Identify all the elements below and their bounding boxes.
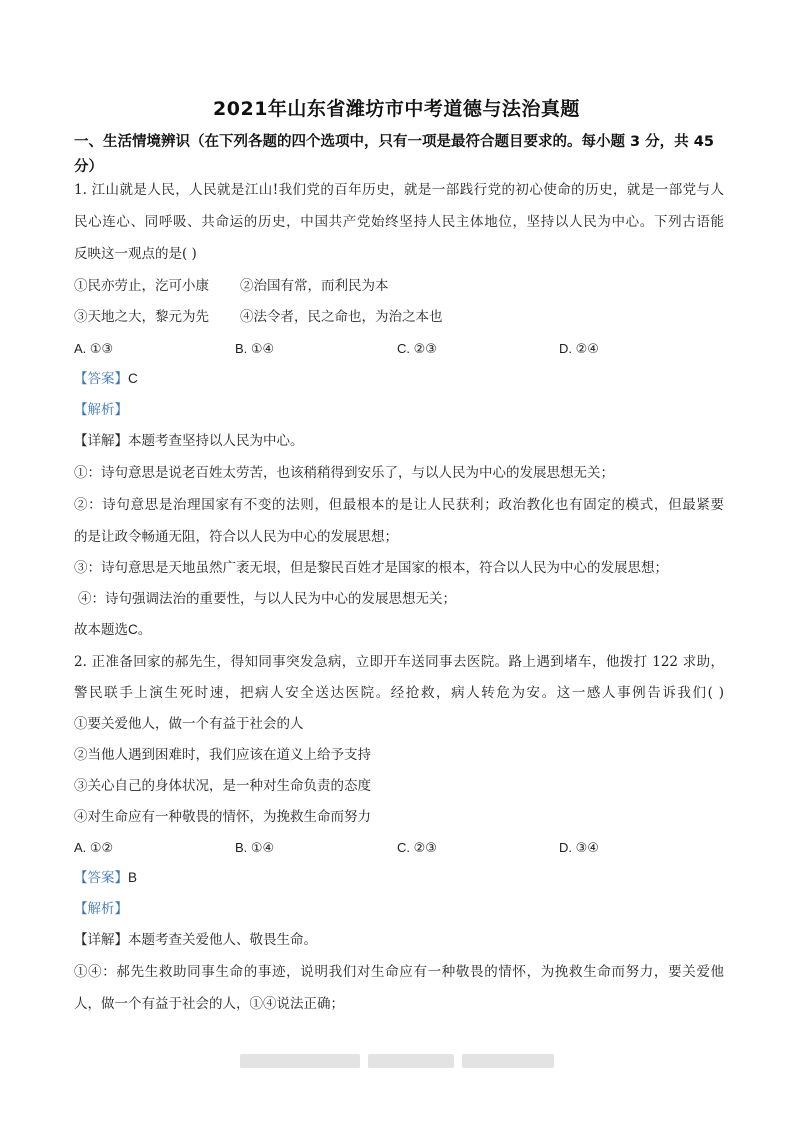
q1-explanation-4: ④：诗句强调法治的重要性，与以人民为中心的发展思想无关； <box>78 591 456 607</box>
q1-stem-line-2: 民心连心、同呼吸、共命运的历史，中国共产党始终坚持人民主体地位，坚持以人民为中心。下列古语能 <box>74 214 724 230</box>
q1-item-3: ③天地之大，黎元为先 <box>74 309 209 325</box>
q1-analysis-tag: 【解析】 <box>74 402 128 418</box>
document-title: 2021年山东省潍坊市中考道德与法治真题 <box>213 98 580 120</box>
q2-item-2: ②当他人遇到困难时，我们应该在道义上给予支持 <box>74 747 371 763</box>
q1-conclusion-prefix: 故本题选 <box>74 622 128 638</box>
q2-answer-value: B <box>128 870 138 885</box>
q2-option-d: D. ③④ <box>559 840 599 855</box>
q1-answer-tag: 【答案】 <box>74 371 128 387</box>
q1-detail-tag: 【详解】 <box>74 433 128 449</box>
q2-option-c: C. ②③ <box>397 840 437 855</box>
q1-detail-intro: 本题考查坚持以人民为中心。 <box>128 433 304 449</box>
q1-option-c: C. ②③ <box>397 341 437 356</box>
q2-explanation-1a: ①④：郝先生救助同事生命的事迹，说明我们对生命应有一种敬畏的情怀，为挽救生命而努力，要关爱他 <box>74 964 724 980</box>
q1-explanation-2b: 的是让政令畅通无阻，符合以人民为中心的发展思想； <box>74 529 398 545</box>
q1-explanation-3: ③：诗句意思是天地虽然广袤无垠，但是黎民百姓才是国家的根本，符合以人民为中心的发展思想； <box>74 560 668 576</box>
q2-analysis-tag: 【解析】 <box>74 901 128 917</box>
q1-conclusion-suffix: 。 <box>137 622 152 638</box>
q2-answer-line <box>74 868 137 888</box>
q1-conclusion-letter: C <box>128 622 138 637</box>
q2-detail-intro: 本题考查关爱他人、敬畏生命。 <box>128 932 317 948</box>
section-heading: 一、生活情境辨识（在下列各题的四个选项中，只有一项是最符合题目要求的。每小题 3 分，共 45 分） <box>74 134 714 175</box>
q1-item-2: ②治国有常，而利民为本 <box>240 278 389 294</box>
q1-explanation-2a: ②：诗句意思是治理国家有不变的法则，但最根本的是让人民获利；政治教化也有固定的模式，但最紧要 <box>74 497 724 513</box>
q1-conclusion <box>74 620 151 640</box>
q2-item-3: ③关心自己的身体状况，是一种对生命负责的态度 <box>74 778 371 794</box>
q1-item-1: ①民亦劳止，汔可小康 <box>74 278 209 294</box>
q2-stem-line-1: 2. 正准备回家的郝先生，得知同事突发急病，立即开车送同事去医院。路上遇到堵车，他拨打 122 求助， <box>74 654 724 670</box>
q2-answer-tag: 【答案】 <box>74 870 128 886</box>
q1-option-a: A. ①③ <box>74 341 114 356</box>
q1-stem-line-1: 1. 江山就是人民，人民就是江山!我们党的百年历史，就是一部践行党的初心使命的历史，就是一部党与人 <box>74 182 724 198</box>
q1-item-4: ④法令者，民之命也，为治之本也 <box>240 309 443 325</box>
footer-watermark-blur <box>240 1054 360 1068</box>
q2-explanation-1b: 人，做一个有益于社会的人，①④说法正确； <box>74 996 344 1012</box>
q1-answer-value: C <box>128 371 138 386</box>
q2-item-4: ④对生命应有一种敬畏的情怀，为挽救生命而努力 <box>74 809 371 825</box>
q1-option-d: D. ②④ <box>559 341 599 356</box>
q1-explanation-1: ①：诗句意思是说老百姓太劳苦，也该稍稍得到安乐了，与以人民为中心的发展思想无关； <box>74 465 614 481</box>
q1-option-b: B. ①④ <box>235 341 275 356</box>
q2-detail-tag: 【详解】 <box>74 932 128 948</box>
footer-watermark-blur <box>368 1054 454 1068</box>
q1-stem-line-3: 反映这一观点的是( ) <box>74 246 197 262</box>
footer-watermark-blur <box>462 1054 554 1068</box>
q1-answer-line <box>74 369 138 389</box>
q2-option-b: B. ①④ <box>235 840 275 855</box>
q2-option-a: A. ①② <box>74 840 114 855</box>
q2-stem-line-2: 警民联手上演生死时速，把病人安全送达医院。经抢救，病人转危为安。这一感人事例告诉我们( ) <box>74 685 724 701</box>
q2-item-1: ①要关爱他人，做一个有益于社会的人 <box>74 716 304 732</box>
q2-detail-line <box>74 930 317 950</box>
q1-detail-line <box>74 431 304 451</box>
